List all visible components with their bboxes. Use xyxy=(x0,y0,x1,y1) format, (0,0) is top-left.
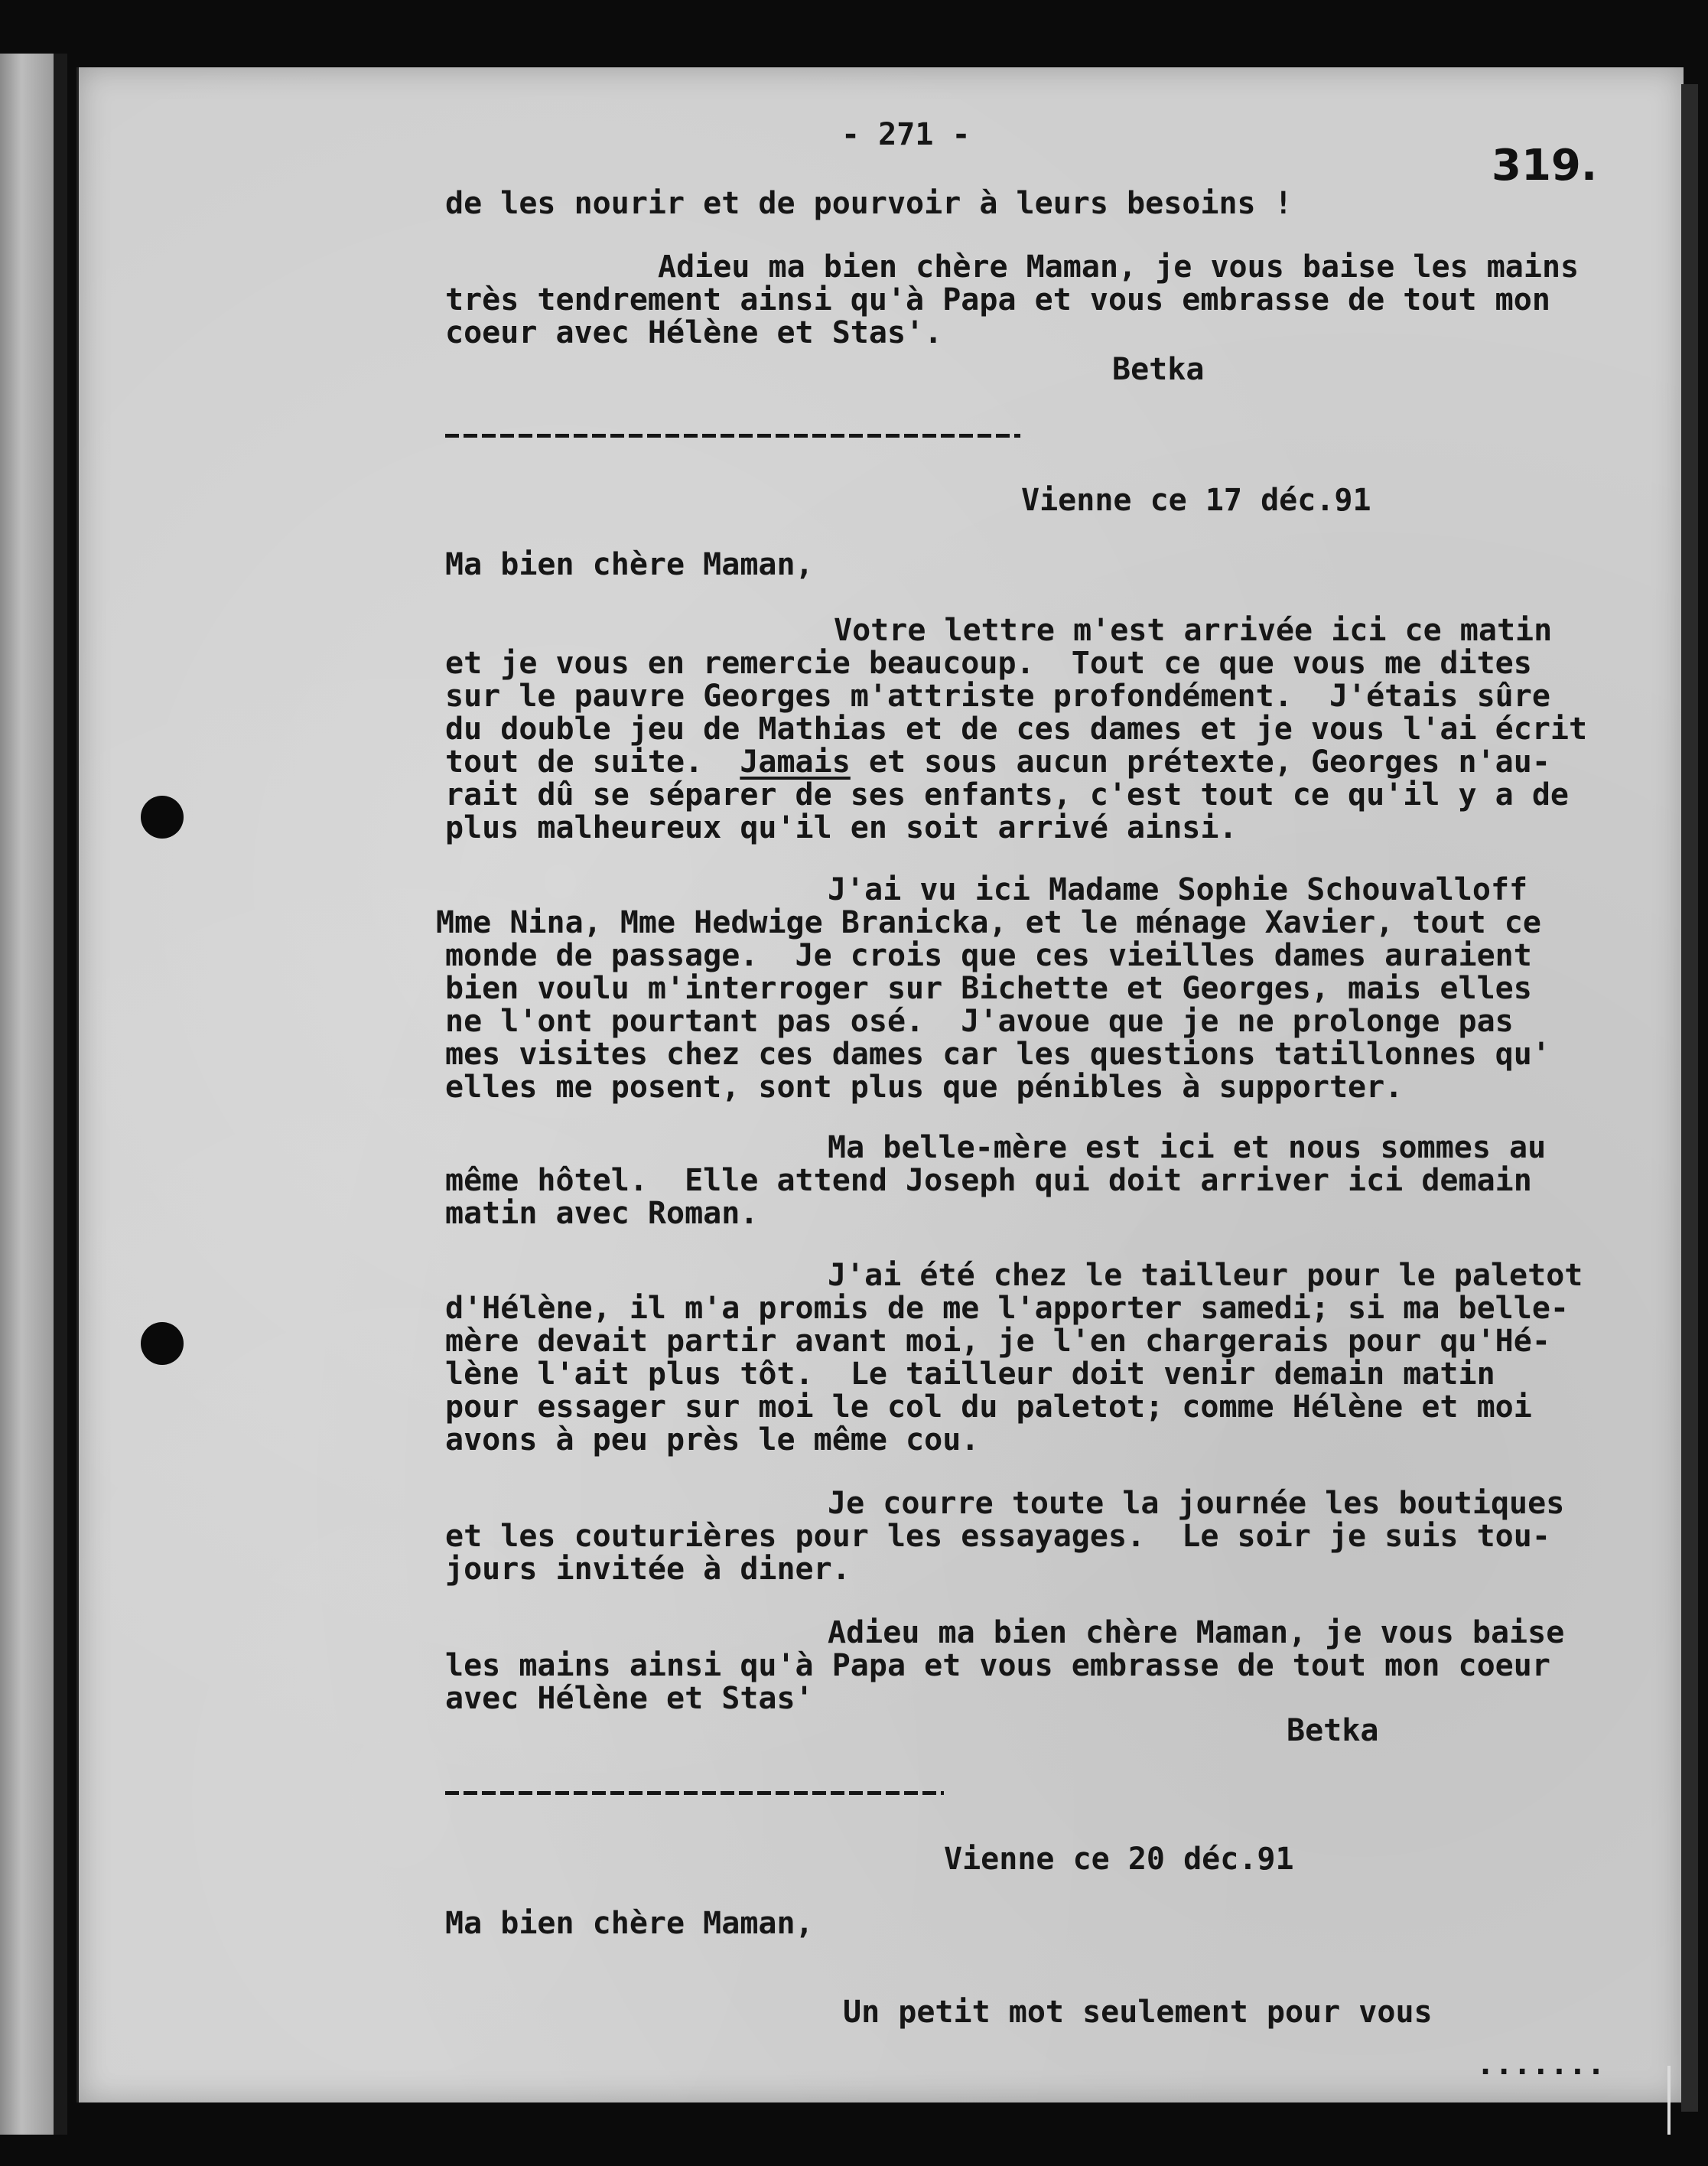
paragraph-first-line: J'ai vu ici Madame Sophie Schouvalloff xyxy=(828,872,1528,907)
paragraph-first-line: Un petit mot seulement pour vous xyxy=(843,1995,1433,2030)
letter-separator xyxy=(445,434,1020,438)
closing-line: Adieu ma bien chère Maman, je vous baise les mains xyxy=(658,249,1579,285)
text-line: jours invitée à diner. xyxy=(445,1552,851,1587)
salutation: Ma bien chère Maman, xyxy=(445,1906,814,1941)
closing-line: très tendrement ainsi qu'à Papa et vous embrasse de tout mon xyxy=(445,282,1550,318)
text-line: mes visites chez ces dames car les questions tatillonnes qu' xyxy=(445,1037,1550,1072)
text-line: sur le pauvre Georges m'attriste profondément. J'étais sûre xyxy=(445,679,1550,714)
page-number: - 271 - xyxy=(841,117,971,152)
page-right-edge xyxy=(1681,84,1698,2112)
page-mark xyxy=(1667,2066,1671,2135)
text-line: pour essager sur moi le col du paletot; comme Hélène et moi xyxy=(445,1389,1532,1425)
closing-first-line: Adieu ma bien chère Maman, je vous baise xyxy=(828,1615,1565,1650)
paragraph-first-line: Ma belle-mère est ici et nous sommes au xyxy=(828,1130,1547,1165)
letter-separator xyxy=(445,1791,944,1795)
text-line: mère devait partir avant moi, je l'en chargerais pour qu'Hé- xyxy=(445,1324,1550,1359)
text-line: du double jeu de Mathias et de ces dames et je vous l'ai écrit xyxy=(445,712,1588,747)
text-line: bien voulu m'interroger sur Bichette et Georges, mais elles xyxy=(445,971,1532,1006)
text-line: elles me posent, sont plus que pénibles à supporter. xyxy=(445,1070,1404,1105)
text-segment: tout de suite. xyxy=(445,744,740,780)
letter-date: Vienne ce 20 déc.91 xyxy=(944,1842,1294,1877)
closing-line: coeur avec Hélène et Stas'. xyxy=(445,315,943,350)
text-line: plus malheureux qu'il en soit arrivé ainsi. xyxy=(445,810,1238,845)
punch-hole xyxy=(141,1322,184,1365)
text-line: ne l'ont pourtant pas osé. J'avoue que je ne prolonge pas xyxy=(445,1004,1514,1039)
paragraph-first-line: Je courre toute la journée les boutiques xyxy=(828,1486,1565,1521)
text-line: et les couturières pour les essayages. Le soir je suis tou- xyxy=(445,1519,1550,1554)
text-line: et je vous en remercie beaucoup. Tout ce que vous me dites xyxy=(445,646,1532,681)
text-line: matin avec Roman. xyxy=(445,1196,759,1231)
text-line: même hôtel. Elle attend Joseph qui doit arriver ici demain xyxy=(445,1163,1532,1198)
signature: Betka xyxy=(1112,352,1205,387)
closing-line: avec Hélène et Stas' xyxy=(445,1681,814,1716)
text-line: rait dû se séparer de ses enfants, c'est tout ce qu'il y a de xyxy=(445,777,1570,813)
previous-page-edge xyxy=(0,54,54,2135)
continuation-dots: ....... xyxy=(1476,2047,1606,2082)
text-line: lène l'ait plus tôt. Le tailleur doit venir demain matin xyxy=(445,1357,1495,1392)
signature: Betka xyxy=(1287,1713,1379,1748)
text-line: Mme Nina, Mme Hedwige Branicka, et le ménage Xavier, tout ce xyxy=(436,905,1541,940)
text-line: avons à peu près le même cou. xyxy=(445,1422,980,1458)
archive-number: 319. xyxy=(1492,141,1598,191)
paragraph-first-line: Votre lettre m'est arrivée ici ce matin xyxy=(834,613,1553,648)
letter-date: Vienne ce 17 déc.91 xyxy=(1021,483,1371,518)
text-line xyxy=(445,745,1550,779)
binder-gap xyxy=(54,54,67,2135)
text-line: de les nourir et de pourvoir à leurs besoins ! xyxy=(445,186,1293,221)
text-segment: et sous aucun prétexte, Georges n'au- xyxy=(850,744,1550,780)
underlined-word: Jamais xyxy=(740,744,851,780)
closing-line: les mains ainsi qu'à Papa et vous embrasse de tout mon coeur xyxy=(445,1648,1550,1683)
text-line: monde de passage. Je crois que ces vieilles dames auraient xyxy=(445,938,1532,973)
text-line: d'Hélène, il m'a promis de me l'apporter samedi; si ma belle- xyxy=(445,1291,1570,1326)
paragraph-first-line: J'ai été chez le tailleur pour le paletot xyxy=(828,1258,1583,1293)
salutation: Ma bien chère Maman, xyxy=(445,547,814,582)
punch-hole xyxy=(141,796,184,839)
